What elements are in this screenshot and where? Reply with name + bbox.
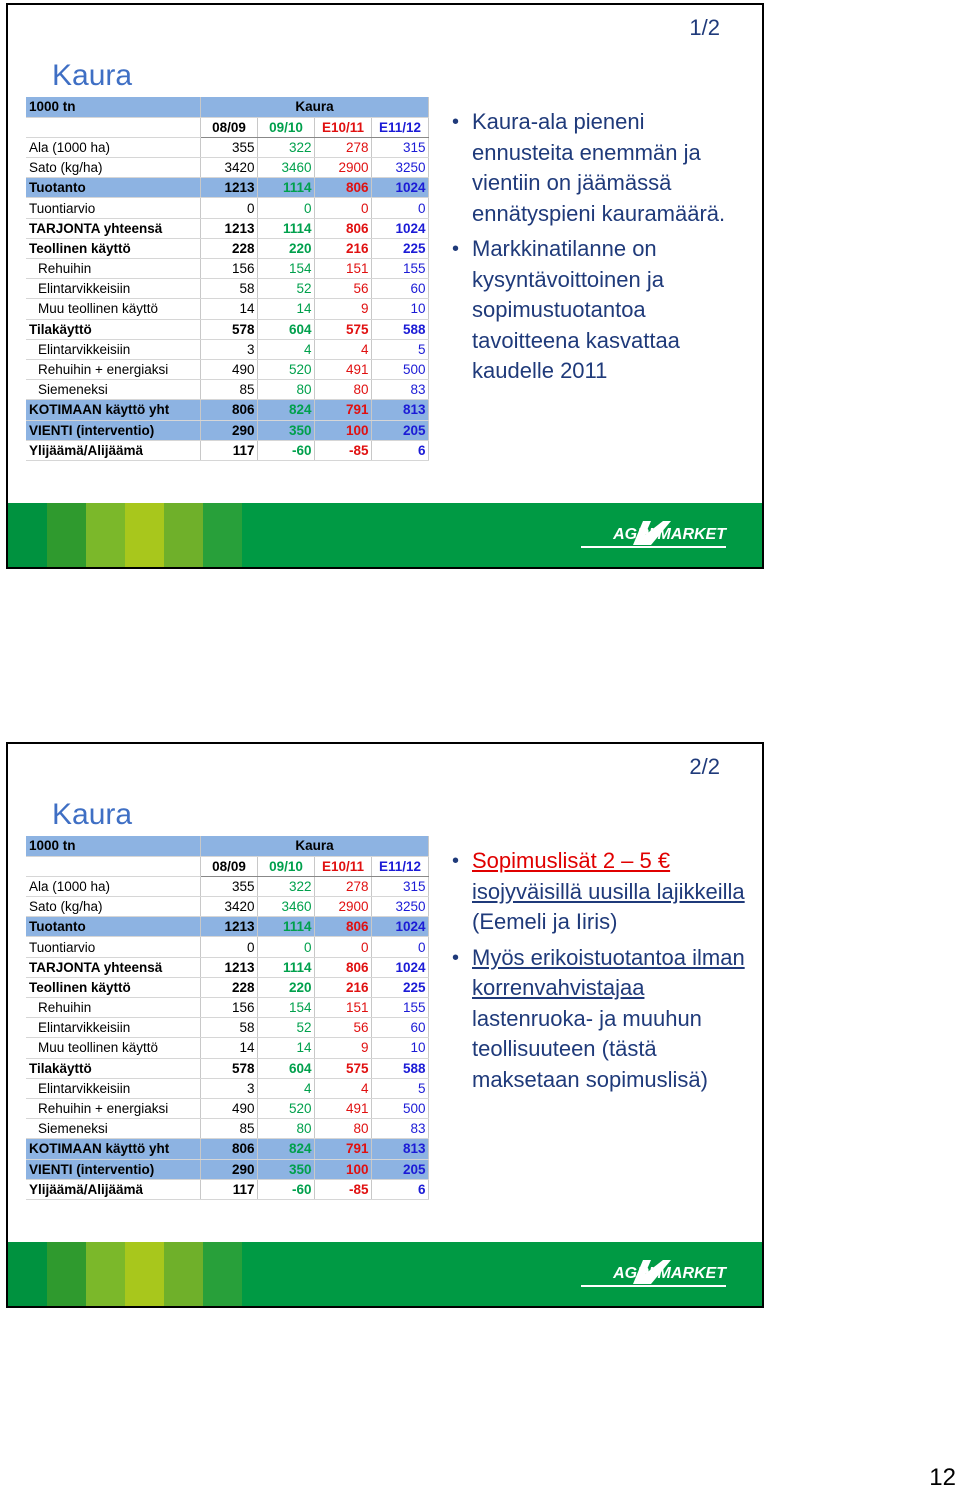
table-row — [26, 1119, 428, 1139]
footer-stripe — [203, 1242, 242, 1306]
table-cell: 1024 — [371, 957, 428, 977]
table-cell: 154 — [257, 259, 314, 279]
table-cell: 83 — [371, 1119, 428, 1139]
table-row — [26, 1179, 428, 1199]
table-cell: 10 — [371, 1038, 428, 1058]
bullet-text: Kaura-ala pieneni ennusteita enemmän ja vientiin on jäämässä ennätyspieni kauramäärä. — [472, 109, 726, 226]
table-cell: 1114 — [257, 218, 314, 238]
table-cell: 205 — [371, 1159, 428, 1179]
table-cell: 806 — [314, 178, 371, 198]
table-cell: 791 — [314, 1139, 371, 1159]
table-cell: 1213 — [200, 917, 257, 937]
table-cell: 155 — [371, 259, 428, 279]
row-label: Elintarvikkeisiin — [26, 279, 200, 299]
row-label: Elintarvikkeisiin — [26, 339, 200, 359]
row-label: Elintarvikkeisiin — [26, 1018, 200, 1038]
table-cell: 278 — [314, 876, 371, 896]
table-cell: 0 — [200, 937, 257, 957]
row-label: Rehuihin — [26, 259, 200, 279]
footer-stripe — [86, 1242, 125, 1306]
table-cell: 0 — [314, 198, 371, 218]
slide-footer — [8, 1242, 762, 1306]
table-cell: 205 — [371, 420, 428, 440]
row-label: Rehuihin — [26, 998, 200, 1018]
table-unit-label: 1000 tn — [26, 836, 200, 856]
row-label: Tuotanto — [26, 178, 200, 198]
table-cell: 5 — [371, 1078, 428, 1098]
table-row — [26, 1058, 428, 1078]
bullet-item — [452, 107, 752, 229]
table-cell: 491 — [314, 359, 371, 379]
table-cell: 604 — [257, 1058, 314, 1078]
table-cell: 151 — [314, 259, 371, 279]
table-cell: 350 — [257, 1159, 314, 1179]
table-cell: 83 — [371, 380, 428, 400]
table-cell: 824 — [257, 1139, 314, 1159]
table-cell: 6 — [371, 1179, 428, 1199]
table-column-header-row — [26, 117, 428, 137]
table-cell: 14 — [257, 1038, 314, 1058]
table-cell: 520 — [257, 359, 314, 379]
table-cell: 604 — [257, 319, 314, 339]
row-label: Rehuihin + energiaksi — [26, 1098, 200, 1118]
table-row — [26, 1159, 428, 1179]
table-cell: 813 — [371, 1139, 428, 1159]
table-cell: 0 — [200, 198, 257, 218]
table-cell: 52 — [257, 1018, 314, 1038]
table-cell: 0 — [257, 198, 314, 218]
table-row — [26, 917, 428, 937]
table-cell: 14 — [200, 299, 257, 319]
slide-title: Kaura — [52, 59, 133, 92]
table-column-header: E11/12 — [371, 117, 428, 137]
row-label: Teollinen käyttö — [26, 977, 200, 997]
table-row — [26, 400, 428, 420]
footer-stripe — [47, 503, 86, 567]
table-cell: 100 — [314, 1159, 371, 1179]
table-cell: 151 — [314, 998, 371, 1018]
table-cell: 806 — [200, 1139, 257, 1159]
row-label: VIENTI (interventio) — [26, 420, 200, 440]
table-cell: 315 — [371, 137, 428, 157]
table-cell: 228 — [200, 238, 257, 258]
footer-stripe — [164, 503, 203, 567]
footer-stripe — [8, 1242, 47, 1306]
bullet-text: (Eemeli ja Iiris) — [472, 909, 618, 934]
table-cell: 322 — [257, 137, 314, 157]
logo-wordmark: AGRI MARKET — [613, 1265, 726, 1282]
table-cell: 491 — [314, 1098, 371, 1118]
table-cell: 0 — [371, 937, 428, 957]
table-cell: 322 — [257, 876, 314, 896]
table-cell: 3420 — [200, 158, 257, 178]
footer-stripe — [203, 503, 242, 567]
bullet-item — [452, 943, 752, 1096]
table-cell: 520 — [257, 1098, 314, 1118]
table-cell: 350 — [257, 420, 314, 440]
table-cell: 80 — [314, 380, 371, 400]
row-label: Rehuihin + energiaksi — [26, 359, 200, 379]
table-row — [26, 218, 428, 238]
table-cell: 1114 — [257, 178, 314, 198]
row-label: Ylijäämä/Alijäämä — [26, 1179, 200, 1199]
table-cell: 60 — [371, 1018, 428, 1038]
table-row — [26, 440, 428, 460]
table-cell: 5 — [371, 339, 428, 359]
table-cell: 490 — [200, 1098, 257, 1118]
table-cell: 3420 — [200, 897, 257, 917]
table-cell: 355 — [200, 876, 257, 896]
row-label: Tilakäyttö — [26, 1058, 200, 1078]
row-label: KOTIMAAN käyttö yht — [26, 1139, 200, 1159]
logo-wordmark: AGRI MARKET — [613, 526, 726, 543]
table-cell: 3 — [200, 339, 257, 359]
table-cell: 806 — [314, 917, 371, 937]
footer-stripe — [47, 1242, 86, 1306]
table-row — [26, 998, 428, 1018]
table-cell: 824 — [257, 400, 314, 420]
table-row — [26, 339, 428, 359]
table-cell: 575 — [314, 319, 371, 339]
row-label: Muu teollinen käyttö — [26, 1038, 200, 1058]
row-label: Tuontiarvio — [26, 198, 200, 218]
table-cell: 806 — [314, 218, 371, 238]
table-cell: 14 — [257, 299, 314, 319]
table-row — [26, 876, 428, 896]
row-label: KOTIMAAN käyttö yht — [26, 400, 200, 420]
row-label: Teollinen käyttö — [26, 238, 200, 258]
table-cell: 1213 — [200, 178, 257, 198]
table-cell: 588 — [371, 319, 428, 339]
footer-stripe — [125, 1242, 164, 1306]
table-header-cell — [26, 856, 200, 876]
table-cell: 1114 — [257, 917, 314, 937]
table-unit-label: 1000 tn — [26, 97, 200, 117]
kaura-balance-table — [26, 97, 429, 461]
table-cell: 80 — [314, 1119, 371, 1139]
slide-footer — [8, 503, 762, 567]
bullet-text: isojyväisillä uusilla lajikkeilla — [472, 878, 745, 904]
table-cell: 1024 — [371, 178, 428, 198]
table-row — [26, 1078, 428, 1098]
table-cell: 4 — [257, 1078, 314, 1098]
table-cell: 9 — [314, 1038, 371, 1058]
table-cell: 225 — [371, 238, 428, 258]
table-cell: 3250 — [371, 897, 428, 917]
table-cell: 220 — [257, 238, 314, 258]
table-row — [26, 259, 428, 279]
table-column-header-row — [26, 856, 428, 876]
table-header-row — [26, 97, 428, 117]
table-cell: 813 — [371, 400, 428, 420]
table-cell: 578 — [200, 319, 257, 339]
table-row — [26, 1139, 428, 1159]
table-row — [26, 178, 428, 198]
table-cell: 14 — [200, 1038, 257, 1058]
table-cell: 0 — [257, 937, 314, 957]
table-cell: 228 — [200, 977, 257, 997]
row-label: Muu teollinen käyttö — [26, 299, 200, 319]
table-row — [26, 380, 428, 400]
bullet-text: lastenruoka- ja muuhun teollisuuteen (tästä maksetaan sopimuslisä) — [472, 1005, 708, 1092]
table-cell: 500 — [371, 359, 428, 379]
table-cell: 9 — [314, 299, 371, 319]
table-cell: 3250 — [371, 158, 428, 178]
table-cell: 0 — [314, 937, 371, 957]
row-label: Ala (1000 ha) — [26, 137, 200, 157]
slide-1 — [6, 3, 764, 569]
table-row — [26, 279, 428, 299]
row-label: Sato (kg/ha) — [26, 897, 200, 917]
table-cell: 588 — [371, 1058, 428, 1078]
table-cell: 4 — [257, 339, 314, 359]
table-cell: 58 — [200, 279, 257, 299]
table-column-header: 09/10 — [257, 856, 314, 876]
slide-title: Kaura — [52, 798, 133, 831]
table-cell: -60 — [257, 1179, 314, 1199]
table-cell: 155 — [371, 998, 428, 1018]
table-row — [26, 137, 428, 157]
table-cell: 4 — [314, 339, 371, 359]
row-label: Tuontiarvio — [26, 937, 200, 957]
table-group-label: Kaura — [200, 836, 428, 856]
table-row — [26, 1018, 428, 1038]
footer-stripe — [86, 503, 125, 567]
table-cell: 225 — [371, 977, 428, 997]
table-cell: 154 — [257, 998, 314, 1018]
table-cell: 1024 — [371, 218, 428, 238]
row-label: Siemeneksi — [26, 1119, 200, 1139]
table-cell: 52 — [257, 279, 314, 299]
row-label: Sato (kg/ha) — [26, 158, 200, 178]
bullet-text: Markkinatilanne on kysyntävoittoinen ja sopimustuotantoa tavoitteena kasvattaa kaudelle 2011 — [472, 236, 680, 383]
row-label: Tilakäyttö — [26, 319, 200, 339]
table-column-header: E10/11 — [314, 856, 371, 876]
table-row — [26, 158, 428, 178]
slide-page-label: 2/2 — [689, 754, 720, 779]
table-cell: 3460 — [257, 158, 314, 178]
table-row — [26, 319, 428, 339]
table-cell: 315 — [371, 876, 428, 896]
table-cell: 216 — [314, 977, 371, 997]
footer-stripe — [8, 503, 47, 567]
table-group-label: Kaura — [200, 97, 428, 117]
row-label: VIENTI (interventio) — [26, 1159, 200, 1179]
table-cell: 117 — [200, 1179, 257, 1199]
table-cell: 4 — [314, 1078, 371, 1098]
table-row — [26, 198, 428, 218]
table-cell: 1213 — [200, 218, 257, 238]
table-cell: 58 — [200, 1018, 257, 1038]
table-cell: 3460 — [257, 897, 314, 917]
table-cell: 1114 — [257, 957, 314, 977]
table-row — [26, 299, 428, 319]
table-cell: -85 — [314, 1179, 371, 1199]
row-label: Elintarvikkeisiin — [26, 1078, 200, 1098]
table-row — [26, 977, 428, 997]
footer-stripe — [164, 1242, 203, 1306]
table-cell: 0 — [371, 198, 428, 218]
table-column-header: 09/10 — [257, 117, 314, 137]
table-column-header: 08/09 — [200, 856, 257, 876]
table-cell: 278 — [314, 137, 371, 157]
table-cell: 2900 — [314, 158, 371, 178]
table-cell: 60 — [371, 279, 428, 299]
table-cell: 100 — [314, 420, 371, 440]
table-row — [26, 957, 428, 977]
row-label: Ylijäämä/Alijäämä — [26, 440, 200, 460]
table-cell: 578 — [200, 1058, 257, 1078]
bullet-list — [452, 107, 752, 392]
table-row — [26, 1038, 428, 1058]
table-cell: 806 — [314, 957, 371, 977]
table-cell: 117 — [200, 440, 257, 460]
table-column-header: E11/12 — [371, 856, 428, 876]
table-column-header: 08/09 — [200, 117, 257, 137]
table-cell: 85 — [200, 380, 257, 400]
table-cell: 80 — [257, 380, 314, 400]
table-cell: 500 — [371, 1098, 428, 1118]
table-row — [26, 238, 428, 258]
table-cell: 6 — [371, 440, 428, 460]
table-column-header: E10/11 — [314, 117, 371, 137]
table-cell: 575 — [314, 1058, 371, 1078]
table-cell: 216 — [314, 238, 371, 258]
table-cell: 10 — [371, 299, 428, 319]
table-cell: -85 — [314, 440, 371, 460]
bullet-item — [452, 846, 752, 938]
table-cell: 355 — [200, 137, 257, 157]
table-cell: 85 — [200, 1119, 257, 1139]
table-header-cell — [26, 117, 200, 137]
table-cell: 490 — [200, 359, 257, 379]
slide-2 — [6, 742, 764, 1308]
table-cell: 290 — [200, 420, 257, 440]
bullet-text: Myös erikoistuotantoa ilman korrenvahvistajaa — [472, 944, 745, 1000]
table-cell: 806 — [200, 400, 257, 420]
slide-page-label: 1/2 — [689, 15, 720, 40]
bullet-list — [452, 846, 752, 1100]
row-label: Siemeneksi — [26, 380, 200, 400]
table-cell: 290 — [200, 1159, 257, 1179]
table-row — [26, 897, 428, 917]
table-cell: 791 — [314, 400, 371, 420]
table-cell: 156 — [200, 259, 257, 279]
bullet-item — [452, 234, 752, 387]
table-cell: 156 — [200, 998, 257, 1018]
table-cell: 1213 — [200, 957, 257, 977]
footer-stripe — [125, 503, 164, 567]
table-row — [26, 1098, 428, 1118]
table-row — [26, 937, 428, 957]
row-label: Tuotanto — [26, 917, 200, 937]
table-cell: 56 — [314, 279, 371, 299]
table-cell: -60 — [257, 440, 314, 460]
table-cell: 220 — [257, 977, 314, 997]
table-cell: 80 — [257, 1119, 314, 1139]
table-cell: 2900 — [314, 897, 371, 917]
bullet-text: Sopimuslisät 2 – 5 € — [472, 848, 671, 873]
table-header-row — [26, 836, 428, 856]
table-row — [26, 420, 428, 440]
table-cell: 56 — [314, 1018, 371, 1038]
row-label: Ala (1000 ha) — [26, 876, 200, 896]
row-label: TARJONTA yhteensä — [26, 218, 200, 238]
row-label: TARJONTA yhteensä — [26, 957, 200, 977]
kaura-balance-table — [26, 836, 429, 1200]
table-row — [26, 359, 428, 379]
table-cell: 3 — [200, 1078, 257, 1098]
document-page-number: 12 — [929, 1464, 956, 1491]
table-cell: 1024 — [371, 917, 428, 937]
